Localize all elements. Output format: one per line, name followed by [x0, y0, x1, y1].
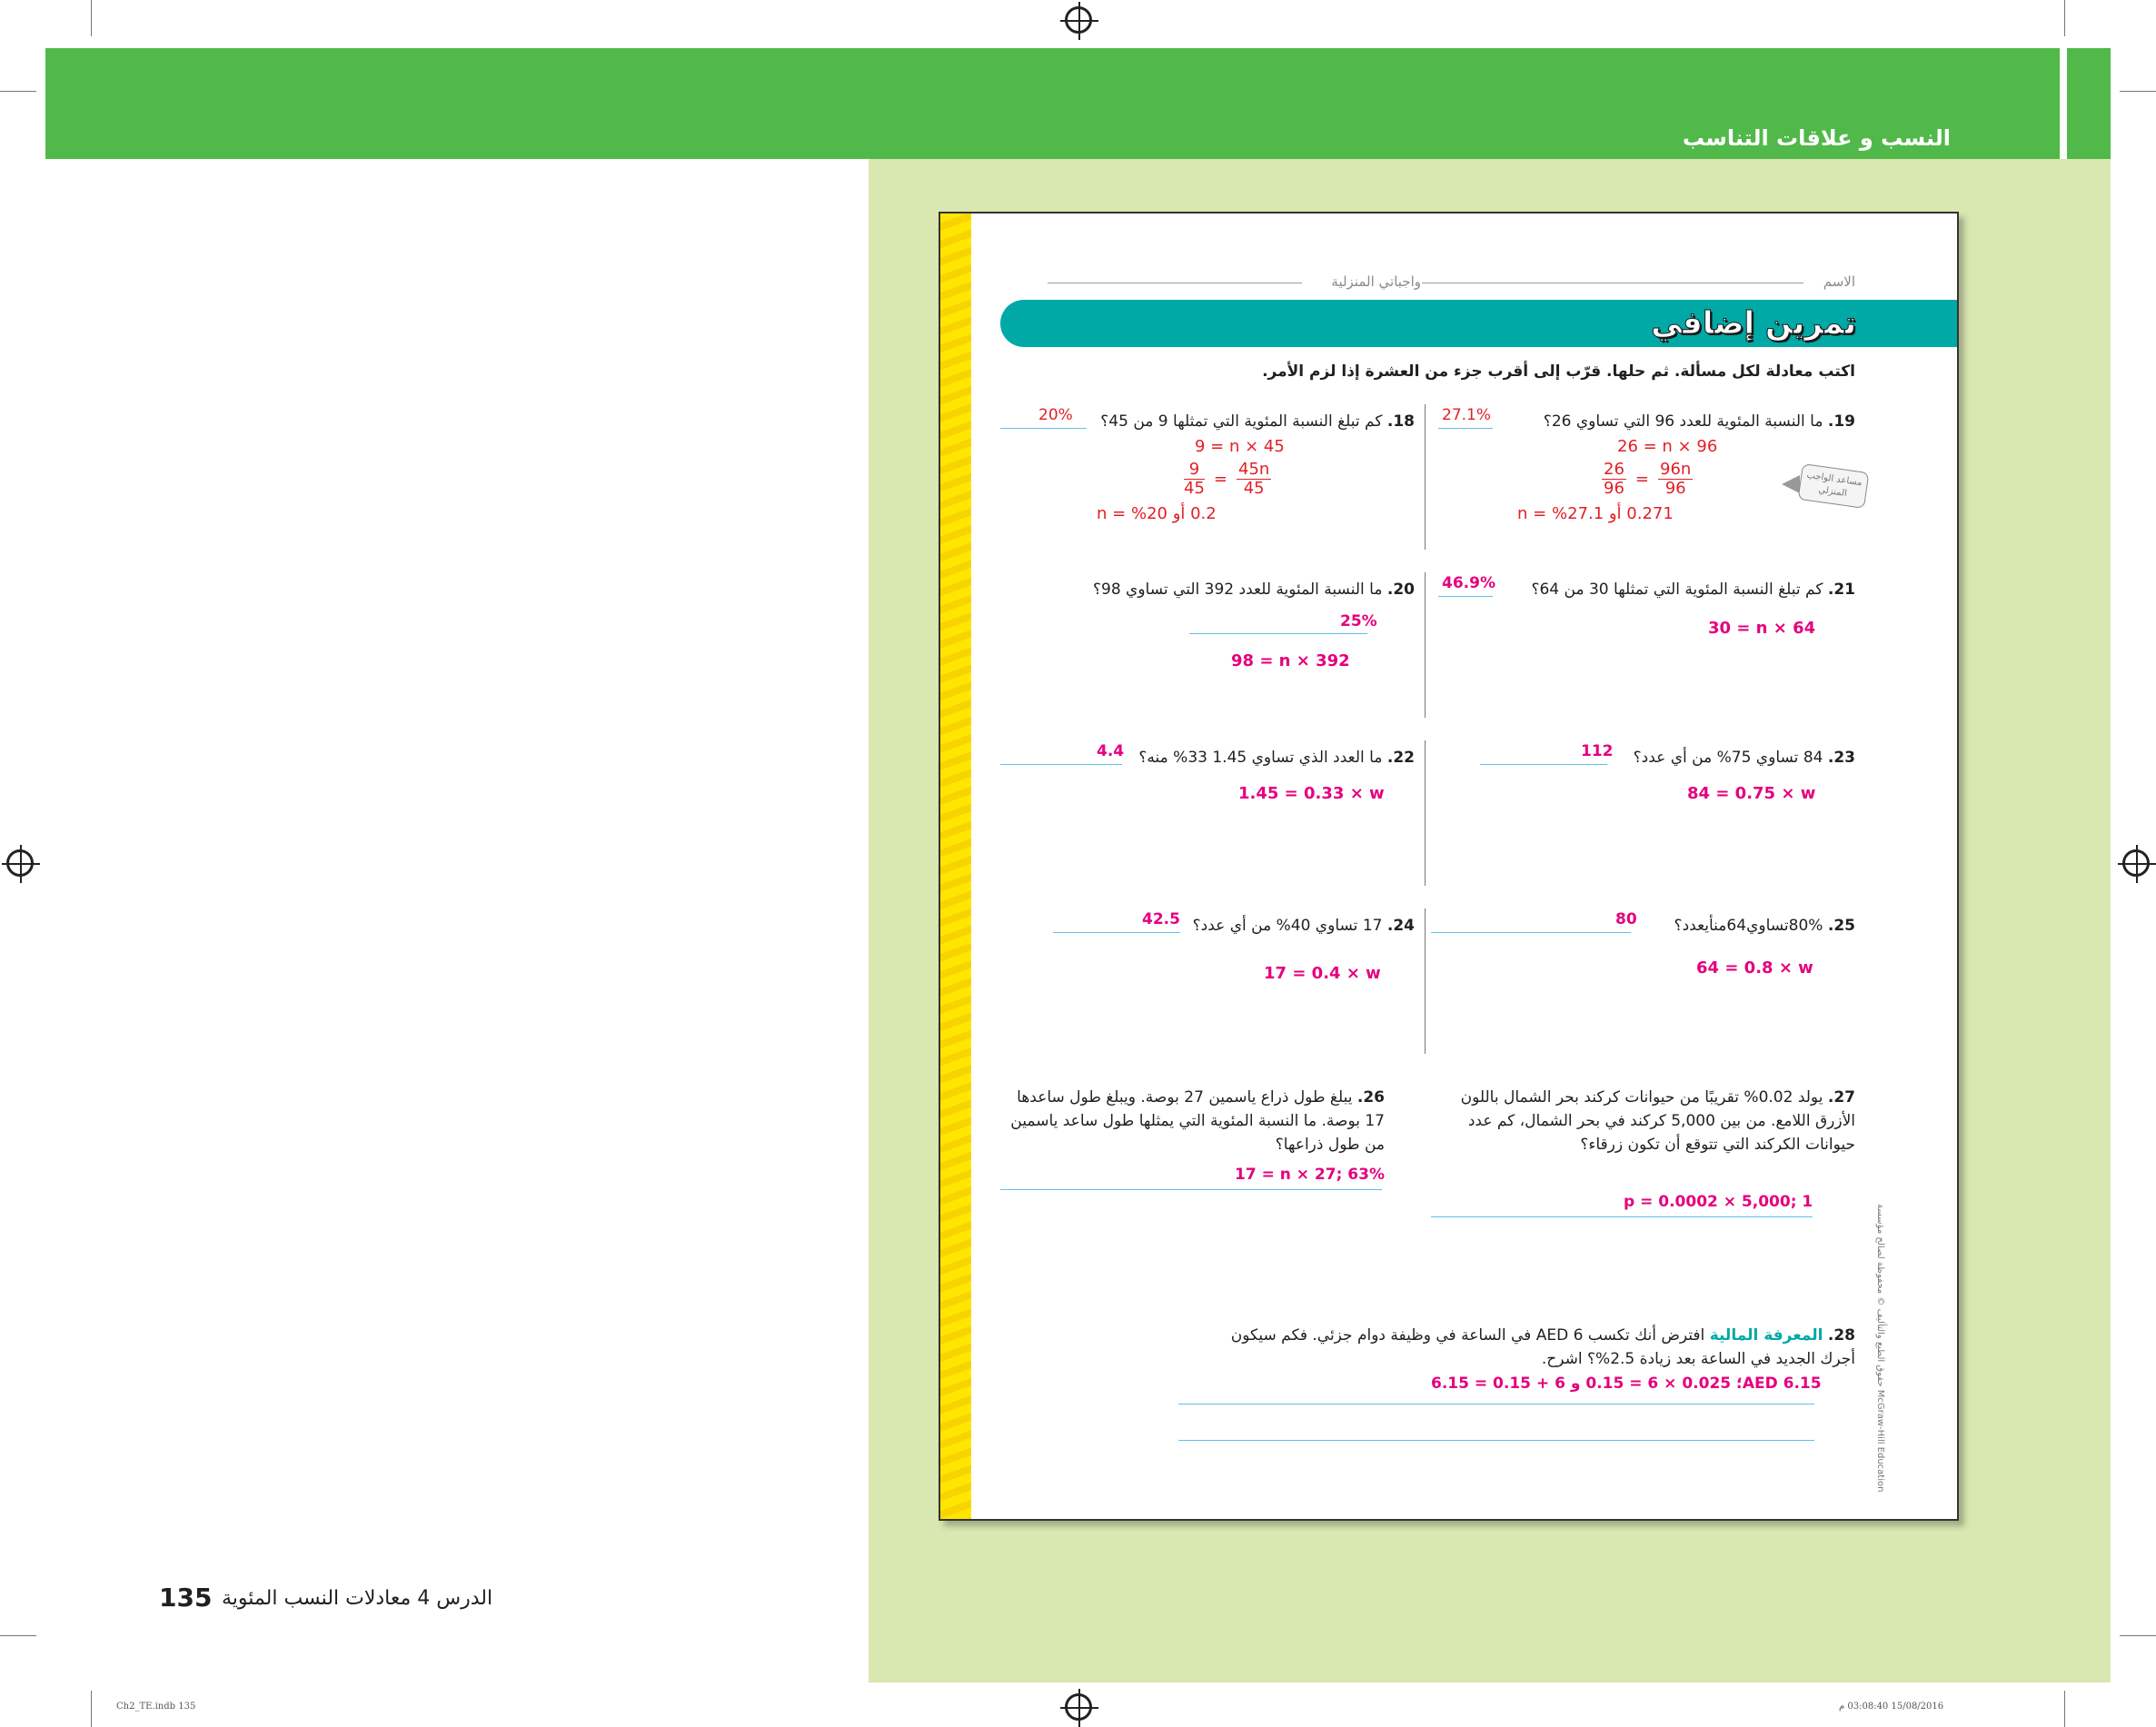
answer-line: [1053, 932, 1180, 933]
lesson-label: الدرس 4 معادلات النسب المئوية: [222, 1587, 493, 1610]
fraction-denominator: 45: [1184, 479, 1205, 498]
homework-helper-note: مساعد الواجب المنزلي: [1798, 463, 1870, 509]
answer-value: 46.9%: [1442, 574, 1495, 592]
answer-value: 112: [1581, 742, 1614, 760]
problem-number: 20.: [1386, 581, 1415, 599]
registration-mark-icon: [1065, 6, 1092, 34]
problem-22: [1115, 746, 1415, 769]
homework-label: واجباتي المنزلية: [1331, 273, 1421, 290]
problem-number: 24.: [1386, 917, 1415, 935]
column-divider: [1425, 572, 1426, 718]
equals-sign: =: [1213, 470, 1227, 489]
problem-number: 23.: [1827, 749, 1855, 767]
financial-literacy-label: المعرفة المالية: [1709, 1326, 1823, 1345]
fraction-denominator: 96: [1664, 479, 1686, 498]
equation: 30 = n × 64: [1708, 619, 1816, 638]
problem-text: افترض أنك تكسب AED 6 في الساعة في وظيفة دوام جزئي. فكم سيكون أجرك الجديد في الساعة بعد زيادة 2.5%؟ اشرح.: [1230, 1326, 1855, 1368]
registration-mark-icon: [1065, 1693, 1092, 1721]
crop-mark: [91, 0, 92, 36]
crop-mark: [2120, 91, 2156, 92]
answer-value: 20%: [1038, 406, 1073, 424]
problem-text: 84 تساوي 75% من أي عدد؟: [1633, 749, 1823, 767]
work-fraction-step: [1184, 461, 1271, 498]
work-step: 0.2 أو 20% = n: [1097, 504, 1217, 523]
answer-value: 27.1%: [1442, 406, 1492, 424]
equation: 64 = 0.8 × w: [1696, 958, 1813, 978]
equals-sign: =: [1634, 470, 1649, 489]
fraction-right: [1658, 461, 1693, 498]
work-step: 9 = n × 45: [1195, 437, 1285, 456]
crop-mark: [2064, 0, 2065, 36]
fraction-denominator: 45: [1243, 479, 1265, 498]
problem-20: [1024, 578, 1415, 601]
arrow-left-icon: [1782, 475, 1800, 493]
answer-value: 25%: [1340, 612, 1377, 630]
equation: 98 = n × 392: [1231, 651, 1350, 670]
registration-mark-icon: [6, 849, 34, 877]
answer-value: p = 0.0002 × 5,000; 1: [1624, 1193, 1813, 1211]
crop-mark: [2064, 1691, 2065, 1727]
date-slug: 15/08/2016 03:08:40 م: [1839, 1702, 1944, 1712]
problem-text: يبلغ طول ذراع ياسمين 27 بوصة. ويبلغ طول ساعدها 17 بوصة. ما النسبة المئوية التي يمثلها طول ساعد ياسمين من طول ذراعها؟: [1010, 1088, 1385, 1154]
problem-26: [1003, 1086, 1385, 1156]
problem-number: 27.: [1827, 1088, 1855, 1107]
crop-mark: [91, 1691, 92, 1727]
fraction-numerator: 9: [1184, 461, 1205, 480]
fraction-numerator: 96n: [1660, 460, 1692, 479]
fraction-numerator: 45n: [1238, 460, 1270, 479]
fraction-right: [1237, 461, 1271, 498]
answer-line: [1000, 1189, 1382, 1190]
answer-line: [1000, 764, 1122, 765]
equation: 84 = 0.75 × w: [1687, 784, 1816, 803]
fraction-denominator: 96: [1604, 479, 1624, 498]
work-step: 26 = n × 96: [1617, 437, 1718, 456]
answer-line: [1000, 428, 1087, 429]
problem-number: 19.: [1827, 412, 1855, 431]
work-step: 0.271 أو 27.1% = n: [1517, 504, 1674, 523]
problem-19: [1446, 410, 1855, 433]
answer-line: [1189, 633, 1367, 634]
problem-21: [1446, 578, 1855, 601]
problem-text: ما العدد الذي تساوي 1.45 33% منه؟: [1138, 749, 1383, 767]
header-band-gap: [2060, 48, 2067, 159]
equation: 1.45 = 0.33 × w: [1238, 784, 1385, 803]
file-slug: Ch2_TE.indb 135: [116, 1702, 196, 1712]
problem-28: [1201, 1324, 1855, 1371]
problem-text: 80%تساوي64منأيعدد؟: [1674, 917, 1823, 935]
page-number: 135: [159, 1583, 213, 1613]
column-divider: [1425, 404, 1426, 550]
problem-number: 22.: [1386, 749, 1415, 767]
chapter-title: النسب و علاقات التناسب: [1682, 125, 1951, 151]
copyright-notice: حقوق الطبع والتأليف © محفوظة لصالح مؤسسة McGraw-Hill Education: [1875, 1204, 1885, 1493]
problem-number: 21.: [1827, 581, 1855, 599]
problem-number: 25.: [1827, 917, 1855, 935]
answer-line: [1438, 596, 1493, 597]
fraction-numerator: 26: [1604, 460, 1624, 479]
crop-mark: [2120, 1635, 2156, 1636]
problem-18: [1024, 410, 1415, 433]
problem-number: 26.: [1356, 1088, 1385, 1107]
title-banner: [1000, 300, 1959, 347]
fraction-left: [1184, 461, 1205, 498]
problem-text: ما النسبة المئوية للعدد 392 التي تساوي 98؟: [1092, 581, 1383, 599]
registration-mark-icon: [2122, 849, 2150, 877]
answer-value: AED 6.15؛ 0.025 × 6 = 0.15 و 6 + 0.15 = 6.15: [1431, 1375, 1822, 1393]
work-fraction-step: [1602, 461, 1693, 498]
answer-line: [1178, 1440, 1814, 1441]
problem-number: 28.: [1827, 1326, 1855, 1345]
column-divider: [1425, 908, 1426, 1054]
answer-value: 17 = n × 27; 63%: [1235, 1166, 1385, 1184]
problem-24: [1169, 914, 1415, 938]
column-divider: [1425, 740, 1426, 886]
problem-23: [1583, 746, 1855, 769]
yellow-edge-strip: [940, 213, 971, 1519]
instructions: اكتب معادلة لكل مسألة. ثم حلها. قرّب إلى أقرب جزء من العشرة إذا لزم الأمر.: [1262, 362, 1855, 381]
problem-text: 17 تساوي 40% من أي عدد؟: [1192, 917, 1383, 935]
problem-text: يولد 0.02% تقريبًا من حيوانات كركند بحر الشمال باللون الأزرق اللامع. من بين 5,000 كركند في بحر الشمال، كم عدد حيوانات الكركند التي تتوقع أن تكون زرقاء؟: [1460, 1088, 1855, 1154]
equation: 17 = 0.4 × w: [1264, 964, 1381, 983]
problem-text: ما النسبة المئوية للعدد 96 التي تساوي 26؟: [1543, 412, 1823, 431]
answer-line: [1431, 1216, 1813, 1217]
name-label: الاسم: [1823, 273, 1855, 290]
crop-mark: [0, 1635, 36, 1636]
crop-mark: [0, 91, 36, 92]
answer-value: 42.5: [1142, 910, 1180, 928]
worksheet-page: [939, 212, 1959, 1521]
answer-value: 80: [1615, 910, 1637, 928]
fraction-left: [1602, 461, 1626, 498]
problem-text: كم تبلغ النسبة المئوية التي تمثلها 9 من 45؟: [1100, 412, 1383, 431]
problem-27: [1456, 1086, 1855, 1156]
answer-value: 4.4: [1097, 742, 1125, 760]
problem-text: كم تبلغ النسبة المئوية التي تمثلها 30 من 64؟: [1531, 581, 1823, 599]
answer-line: [1480, 764, 1607, 765]
answer-line: [1431, 932, 1631, 933]
problem-number: 18.: [1386, 412, 1415, 431]
worksheet-title: تمرين إضافي: [1651, 305, 1856, 342]
answer-line: [1438, 428, 1493, 429]
